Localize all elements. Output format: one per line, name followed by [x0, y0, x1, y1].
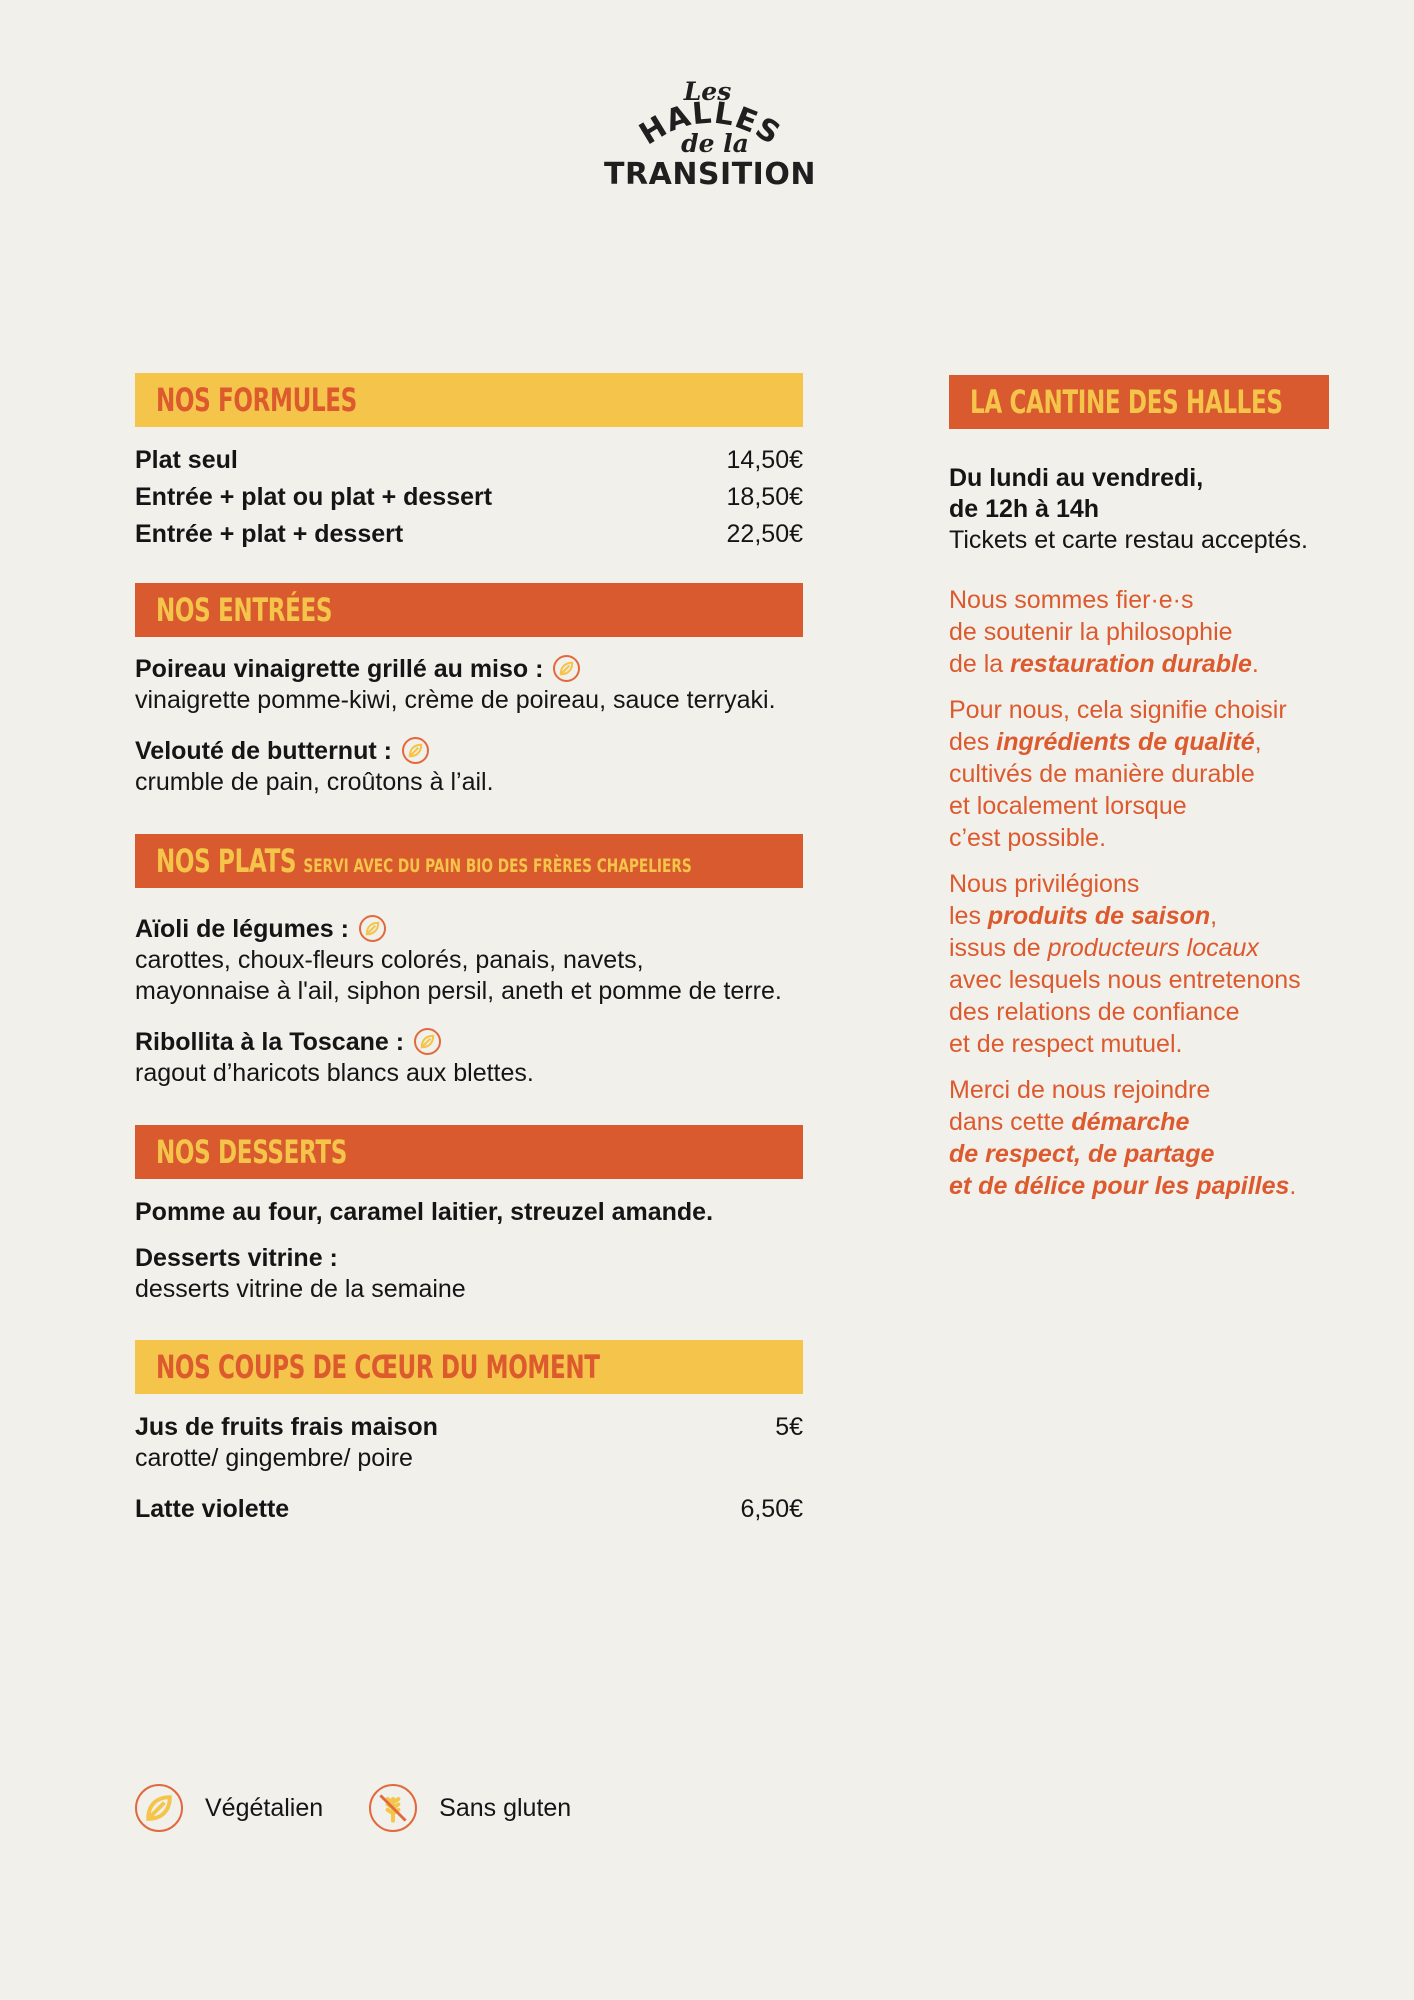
entrees-header: NOS ENTRÉES [135, 583, 803, 637]
item-name: Ribollita à la Toscane : [135, 1028, 405, 1056]
philosophy-paragraph: Nous sommes fier·e·s de soutenir la philosophie de la restauration durable. [949, 586, 1259, 678]
menu-item [135, 914, 803, 1007]
logo-transition: TRANSITION [604, 157, 816, 192]
item-desc: crumble de pain, croûtons à l’ail. [135, 768, 494, 796]
item-desc: desserts vitrine de la semaine [135, 1275, 466, 1303]
logo-les: Les [683, 77, 732, 106]
item-name: Latte violette [135, 1495, 290, 1523]
item-desc: vinaigrette pomme-kiwi, crème de poireau, sauce terryaki. [135, 686, 776, 714]
vegan-icon [135, 1784, 183, 1832]
desserts-header: NOS DESSERTS [135, 1125, 803, 1179]
cantine-column [949, 375, 1329, 1202]
item-name: Jus de fruits frais maison [135, 1413, 438, 1441]
item-desc: ragout d’haricots blancs aux blettes. [135, 1059, 534, 1087]
item-name: Aïoli de légumes : [135, 915, 349, 943]
formule-row: Entrée + plat + dessert 22,50€ [135, 520, 803, 548]
payment-info: Tickets et carte restau acceptés. [949, 526, 1308, 554]
item-name: Pomme au four, caramel laitier, streuzel amande. [135, 1198, 714, 1226]
item-name: Desserts vitrine : [135, 1244, 338, 1272]
item-desc: carottes, choux-fleurs colorés, panais, navets, [135, 946, 644, 974]
formule-row: Entrée + plat ou plat + dessert 18,50€ [135, 483, 803, 511]
menu-item [135, 1243, 803, 1305]
menu-column [135, 373, 803, 1525]
vegan-icon [414, 1028, 441, 1055]
menu-item [135, 1027, 803, 1089]
thanks-paragraph: Merci de nous rejoindre dans cette démarche de respect, de partage et de délice pour les papilles. [949, 1076, 1297, 1200]
opening-days: Du lundi au vendredi, [949, 464, 1204, 492]
menu-item [135, 1494, 803, 1525]
legend-gluten-label: Sans gluten [439, 1793, 572, 1822]
plats-header: NOS PLATS SERVI AVEC DU PAIN BIO DES FRÈRES CHAPELIERS [135, 834, 803, 888]
menu-item [135, 1412, 803, 1474]
legend [135, 1784, 571, 1832]
cantine-header: LA CANTINE DES HALLES [949, 375, 1329, 429]
logo-dela: de la [681, 129, 749, 158]
menu-item [135, 654, 803, 716]
logo-halles: HALLES [633, 100, 787, 153]
season-paragraph: Nous privilégions les produits de saison, issus de producteurs locaux avec lesquels nous entretenons des relations de confiance et de respect mutuel. [949, 870, 1301, 1058]
formule-row: Plat seul 14,50€ [135, 446, 803, 474]
coups-header: NOS COUPS DE CŒUR DU MOMENT [135, 1340, 803, 1394]
plats-subtitle: SERVI AVEC DU PAIN BIO DES FRÈRES CHAPELIERS [303, 855, 692, 877]
item-desc: mayonnaise à l'ail, siphon persil, aneth et pomme de terre. [135, 977, 782, 1005]
item-price: 5€ [775, 1413, 803, 1441]
formules-list [135, 442, 803, 553]
item-desc: carotte/ gingembre/ poire [135, 1444, 413, 1472]
legend-vegan-label: Végétalien [205, 1793, 324, 1822]
opening-hours: de 12h à 14h [949, 495, 1100, 523]
vegan-icon [553, 655, 580, 682]
menu-item [135, 1197, 803, 1228]
formules-header: NOS FORMULES [135, 373, 803, 427]
vegan-icon [402, 737, 429, 764]
opening-info [949, 463, 1329, 556]
menu-item [135, 736, 803, 798]
logo [590, 78, 830, 208]
item-name: Velouté de butternut : [135, 737, 392, 765]
quality-paragraph: Pour nous, cela signifie choisir des ingrédients de qualité, cultivés de manière durable et localement lorsque c’est possible. [949, 696, 1287, 852]
vegan-icon [359, 915, 386, 942]
item-name: Poireau vinaigrette grillé au miso : [135, 655, 544, 683]
gluten-free-icon [369, 1784, 417, 1832]
item-price: 6,50€ [740, 1495, 803, 1523]
